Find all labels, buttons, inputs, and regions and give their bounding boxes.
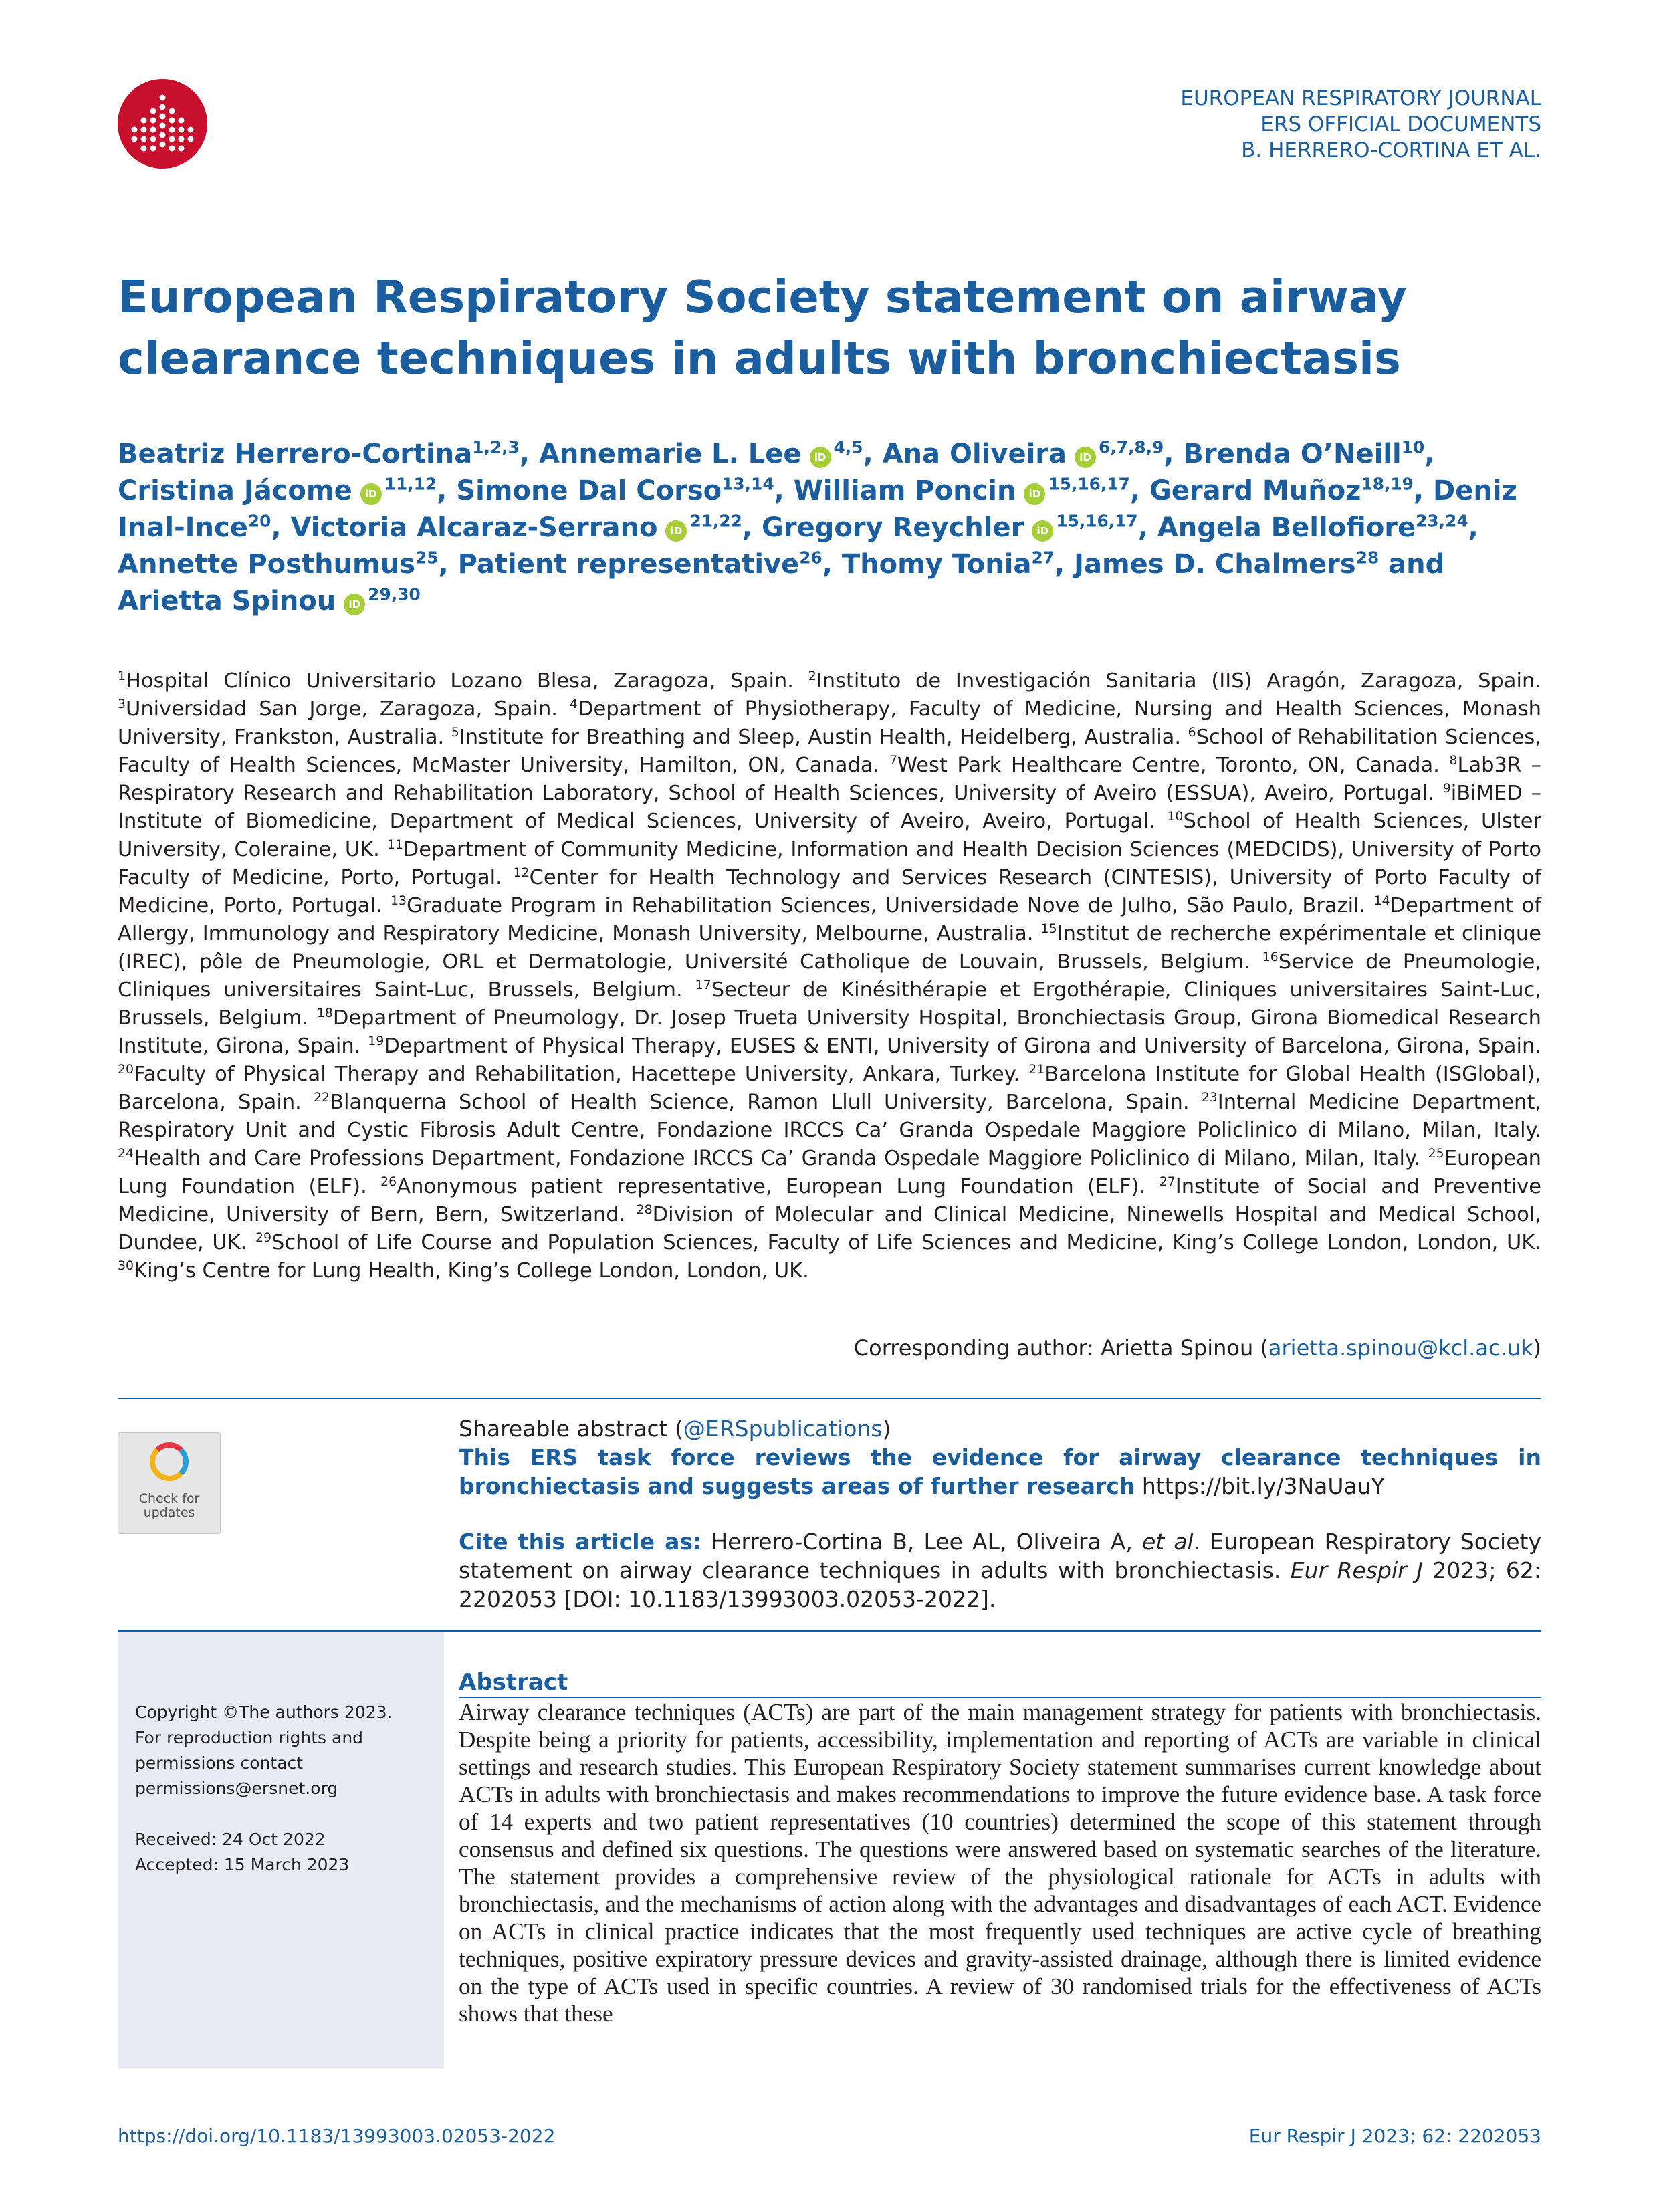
author-name: Patient representative bbox=[457, 549, 800, 580]
author-name: Arietta Spinou bbox=[118, 586, 336, 617]
journal-header bbox=[1180, 86, 1541, 164]
affiliation-text: Institute for Breathing and Sleep, Austin Health, Heidelberg, Australia. bbox=[459, 726, 1182, 749]
rights-line-2: permissions contact bbox=[135, 1753, 304, 1773]
corresponding-label: Corresponding author: Arietta Spinou ( bbox=[853, 1335, 1268, 1361]
affiliation-text: Faculty of Physical Therapy and Rehabilitation, Hacettepe University, Ankara, Turkey. bbox=[134, 1063, 1020, 1086]
affiliation-number: 5 bbox=[451, 724, 459, 740]
author-affiliation-marks: 20 bbox=[247, 511, 271, 531]
author-name: Thomy Tonia bbox=[841, 549, 1032, 580]
affiliation-number: 27 bbox=[1159, 1174, 1176, 1189]
affiliation-text: Internal Medicine Department, Respiratory Unit and Cystic Fibrosis Adult Centre, Fondazione IRCCS Ca’ Granda Ospedale Maggiore Policlinico di Milano, Milan, Italy. bbox=[118, 1091, 1542, 1142]
orcid-icon[interactable]: iD bbox=[344, 594, 365, 615]
author-name: Annette Posthumus bbox=[118, 549, 415, 580]
affiliation bbox=[118, 669, 794, 693]
affiliation-text: Graduate Program in Rehabilitation Sciences, Universidade Nove de Julho, São Paulo, Brazil. bbox=[407, 894, 1366, 917]
affiliation bbox=[255, 1231, 1541, 1254]
affiliation-text: Secteur de Kinésithérapie et Ergothérapie, Cliniques universitaires Saint-Luc, Brussels, Belgium. bbox=[118, 978, 1541, 1030]
affiliation-text: Barcelona Institute for Global Health (ISGlobal), Barcelona, Spain. bbox=[118, 1063, 1541, 1114]
affiliation-text: Universidad San Jorge, Zaragoza, Spain. bbox=[126, 697, 558, 721]
affiliation-number: 13 bbox=[390, 893, 407, 908]
cite-details: 2023; 62: 2202053 [DOI: 10.1183/13993003.02053-2022]. bbox=[459, 1557, 1542, 1612]
author-name: Brenda O’Neill bbox=[1183, 439, 1402, 469]
author-name: Victoria Alcaraz-Serrano bbox=[290, 512, 658, 543]
author-affiliation-marks: 11,12 bbox=[384, 474, 437, 494]
affiliation-number: 6 bbox=[1188, 724, 1196, 740]
author-name: James D. Chalmers bbox=[1074, 549, 1356, 580]
author-list: Beatriz Herrero-Cortina$^{1,2,3}$, Annemarie L. Lee iD$^{4,5}$, Ana Oliveira iD$^{6,7,8,9}$, Brenda O’Neill$^{10}$, Cristina Jácome iD$^{11,12}$, Simone Dal Corso$^{13,14}$, William Poncin iD$^{15,16,17}$, Gerard Muñoz$^{18,19}$, Deniz Inal-Ince$^{20}$, Victoria Alcaraz-Serrano iD$^{21,22}$, Gregory Reychler iD$^{15,16,17}$, Angela Bellofiore$^{23,24}$, Annette Posthumus$^{25}$, Patient representative$^{26}$, Thomy Tonia$^{27}$, James D. Chalmers$^{28}$ and Arietta Spinou iD$^{29,30}$ bbox=[118, 437, 1517, 617]
shareable-text: This ERS task force reviews the evidence for airway clearance techniques in bronchiectasis and suggests areas of further research bbox=[459, 1444, 1541, 1499]
author-name: Ana Oliveira bbox=[882, 439, 1067, 469]
check-for-updates-button[interactable] bbox=[118, 1432, 221, 1534]
author bbox=[118, 475, 437, 506]
affiliation-number: 9 bbox=[1442, 780, 1451, 796]
crossmark-icon bbox=[150, 1442, 189, 1481]
corresponding-email-link[interactable]: arietta.spinou@kcl.ac.uk bbox=[1268, 1335, 1533, 1361]
shareable-heading: Shareable abstract (@ERSpublications) bbox=[459, 1416, 891, 1442]
author-name: Angela Bellofiore bbox=[1157, 512, 1416, 543]
author-affiliation-marks: 15,16,17 bbox=[1048, 474, 1130, 494]
affiliation-number: 12 bbox=[513, 865, 530, 880]
affiliation-text: King’s Centre for Lung Health, King’s College London, London, UK. bbox=[134, 1259, 809, 1283]
author-affiliation-marks: 25 bbox=[415, 548, 439, 568]
author bbox=[456, 475, 774, 506]
orcid-icon[interactable]: iD bbox=[1024, 483, 1045, 505]
author-affiliation-marks: 13,14 bbox=[722, 474, 774, 494]
affiliation-number: 14 bbox=[1373, 893, 1390, 908]
affiliation bbox=[314, 1091, 1190, 1114]
sidebar-text bbox=[135, 1700, 392, 1878]
corresponding-close: ) bbox=[1533, 1335, 1541, 1361]
affiliation-number: 18 bbox=[316, 1005, 333, 1020]
affiliation-text: Instituto de Investigación Sanitaria (IIS) Aragón, Zaragoza, Spain. bbox=[816, 669, 1541, 693]
author-name: Deniz Inal-Ince bbox=[118, 475, 1517, 543]
affiliation-text: Institute of Social and Preventive Medicine, University of Bern, Bern, Switzerland. bbox=[118, 1175, 1541, 1226]
author-affiliation-marks: 23,24 bbox=[1416, 511, 1468, 531]
doi-link[interactable]: https://doi.org/10.1183/13993003.02053-2022 bbox=[118, 2125, 556, 2147]
affiliation-number: 10 bbox=[1167, 808, 1184, 824]
affiliation-number: 11 bbox=[386, 837, 403, 852]
affiliation bbox=[118, 697, 558, 721]
cite-etal: et al bbox=[1141, 1529, 1194, 1555]
affiliation-number: 23 bbox=[1201, 1089, 1218, 1105]
affiliation-text: Lab3R – Respiratory Research and Rehabilitation Laboratory, School of Health Sciences, University of Aveiro (ESSUA), Aveiro, Portugal. bbox=[118, 754, 1541, 805]
affiliation-number: 20 bbox=[118, 1061, 134, 1077]
author bbox=[1149, 475, 1414, 506]
affiliation-text: Health and Care Professions Department, Fondazione IRCCS Ca’ Granda Ospedale Maggiore Policlinico di Milano, Milan, Italy. bbox=[134, 1147, 1421, 1170]
orcid-icon[interactable]: iD bbox=[1032, 520, 1053, 542]
author-affiliation-marks: 15,16,17 bbox=[1056, 511, 1138, 531]
author-affiliation-marks: 21,22 bbox=[689, 511, 742, 531]
affiliations bbox=[118, 667, 1541, 1285]
author-name: Simone Dal Corso bbox=[456, 475, 722, 506]
author-affiliation-marks: 26 bbox=[799, 548, 822, 568]
affiliation-number: 17 bbox=[695, 977, 711, 992]
affiliation-number: 22 bbox=[314, 1089, 330, 1105]
affiliation-number: 16 bbox=[1262, 949, 1279, 964]
affiliation-text: School of Life Course and Population Sciences, Faculty of Life Sciences and Medicine, King’s College London, London, UK. bbox=[271, 1231, 1541, 1254]
cite-label: Cite this article as: bbox=[459, 1529, 702, 1555]
article-info-sidebar bbox=[118, 1632, 444, 2068]
affiliation-number: 30 bbox=[118, 1258, 134, 1273]
orcid-icon[interactable]: iD bbox=[665, 520, 687, 542]
affiliation-text: West Park Healthcare Centre, Toronto, ON, Canada. bbox=[897, 754, 1440, 777]
author-name: Cristina Jácome bbox=[118, 475, 352, 506]
author bbox=[118, 439, 520, 469]
affiliation-text: School of Health Sciences, Ulster University, Coleraine, UK. bbox=[118, 810, 1541, 861]
shareable-text-block bbox=[459, 1443, 1541, 1501]
author bbox=[1157, 512, 1468, 543]
cite-title: . European Respiratory Society statement on airway clearance techniques in adults with bronchiectasis. bbox=[459, 1529, 1542, 1583]
article-title: European Respiratory Society statement on airway clearance techniques in adults with bronchiectasis bbox=[118, 271, 1407, 384]
sidebar-spacer bbox=[135, 1801, 392, 1827]
cite-authors: Herrero-Cortina B, Lee AL, Oliveira A, bbox=[711, 1529, 1133, 1555]
affiliation-number: 24 bbox=[118, 1145, 134, 1161]
author-name: Beatriz Herrero-Cortina bbox=[118, 439, 473, 469]
affiliation-number: 29 bbox=[255, 1230, 271, 1245]
affiliation-text: Department of Community Medicine, Information and Health Decision Sciences (MEDCIDS), University of Porto Faculty of Medicine, Porto, Portugal. bbox=[118, 838, 1541, 889]
affiliation-text: Department of Allergy, Immunology and Respiratory Medicine, Monash University, Melbourne, Australia. bbox=[118, 894, 1542, 946]
orcid-icon[interactable]: iD bbox=[810, 447, 831, 468]
shareable-abstract bbox=[459, 1414, 1541, 1501]
affiliation bbox=[391, 894, 1365, 917]
affiliation bbox=[889, 754, 1440, 777]
author bbox=[1074, 549, 1379, 580]
affiliation bbox=[451, 726, 1181, 749]
affiliation-number: 2 bbox=[808, 668, 816, 683]
affiliation bbox=[368, 1034, 1541, 1058]
affiliation-number: 1 bbox=[118, 668, 126, 683]
accepted-date: Accepted: 15 March 2023 bbox=[135, 1855, 350, 1874]
permissions-email[interactable]: permissions@ersnet.org bbox=[135, 1779, 338, 1798]
section-name: ERS OFFICIAL DOCUMENTS bbox=[1260, 112, 1541, 136]
author-name: Annemarie L. Lee bbox=[538, 439, 802, 469]
affiliation-number: 25 bbox=[1428, 1145, 1444, 1161]
affiliation bbox=[118, 1147, 1420, 1170]
affiliation-text: Division of Molecular and Clinical Medicine, Ninewells Hospital and Medical School, Dundee, UK. bbox=[118, 1203, 1541, 1254]
affiliation-number: 4 bbox=[569, 696, 578, 711]
affiliation-text: Anonymous patient representative, European Lung Foundation (ELF). bbox=[397, 1175, 1146, 1198]
author bbox=[883, 439, 1164, 469]
cite-journal: Eur Respir J bbox=[1290, 1557, 1423, 1583]
author-affiliation-marks: 6,7,8,9 bbox=[1099, 437, 1164, 457]
author bbox=[118, 549, 439, 580]
affiliation-number: 7 bbox=[889, 752, 897, 768]
affiliation-text: Center for Health Technology and Services Research (CINTESIS), University of Porto Faculty of Medicine, Porto, Portugal. bbox=[118, 866, 1541, 917]
affiliation-number: 21 bbox=[1028, 1061, 1045, 1077]
top-divider bbox=[118, 1398, 1541, 1399]
author-affiliation-marks: 4,5 bbox=[833, 437, 863, 457]
affiliation-text: iBiMED – Institute of Biomedicine, Department of Medical Sciences, University of Aveiro, Aveiro, Portugal. bbox=[118, 782, 1541, 833]
affiliation-number: 28 bbox=[636, 1202, 653, 1217]
author bbox=[842, 549, 1055, 580]
ers-logo-icon bbox=[118, 79, 207, 169]
author-name: William Poncin bbox=[793, 475, 1016, 506]
author bbox=[539, 439, 863, 469]
author-affiliation-marks: 1,2,3 bbox=[472, 437, 520, 457]
affiliation-text: Hospital Clínico Universitario Lozano Blesa, Zaragoza, Spain. bbox=[126, 669, 794, 693]
author-name: Gerard Muñoz bbox=[1149, 475, 1361, 506]
author bbox=[458, 549, 822, 580]
orcid-icon[interactable]: iD bbox=[360, 483, 382, 505]
affiliation-text: Blanquerna School of Health Science, Ramon Llull University, Barcelona, Spain. bbox=[330, 1091, 1190, 1114]
running-author: B. HERRERO-CORTINA ET AL. bbox=[1241, 138, 1541, 162]
abstract-heading: Abstract bbox=[459, 1668, 1541, 1698]
author bbox=[118, 586, 421, 617]
affiliation bbox=[118, 1259, 809, 1283]
author bbox=[762, 512, 1138, 543]
author bbox=[794, 475, 1130, 506]
copyright: Copyright ©The authors 2023. bbox=[135, 1702, 393, 1722]
received-date: Received: 24 Oct 2022 bbox=[135, 1830, 326, 1849]
short-link[interactable]: https://bit.ly/3NaUauY bbox=[1141, 1473, 1385, 1499]
rights-line-1: For reproduction rights and bbox=[135, 1728, 364, 1747]
affiliation-text: European Lung Foundation (ELF). bbox=[118, 1147, 1541, 1198]
affiliation-number: 8 bbox=[1449, 752, 1458, 768]
affiliation-text: Institut de recherche expérimentale et clinique (IREC), pôle de Pneumologie, ORL et Dermatologie, Université Catholique de Louvain, Brussels, Belgium. bbox=[118, 922, 1541, 974]
affiliation bbox=[118, 1063, 1020, 1086]
authors-conjunction: and bbox=[1388, 549, 1445, 580]
affiliation-text: Department of Physiotherapy, Faculty of Medicine, Nursing and Health Sciences, Monash University, Frankston, Australia. bbox=[118, 697, 1541, 749]
author-affiliation-marks: 29,30 bbox=[368, 584, 421, 604]
affiliation bbox=[808, 669, 1541, 693]
affiliation-text: Service de Pneumologie, Cliniques universitaires Saint-Luc, Brussels, Belgium. bbox=[118, 950, 1541, 1002]
journal-name: EUROPEAN RESPIRATORY JOURNAL bbox=[1180, 86, 1541, 110]
check-updates-label: Check for updates bbox=[138, 1491, 200, 1520]
author-affiliation-marks: 10 bbox=[1401, 437, 1425, 457]
abstract-text: Airway clearance techniques (ACTs) are part of the main management strategy for patients with bronchiectasis. Despite being a priority for patients, accessibility, implementation and reporting of ACTs are variable in clinical settings and research studies. This European Respiratory Society statement summarises current knowledge about ACTs in adults with bronchiectasis and makes recommendations to improve the future evidence base. A task force of 14 experts and two patient representatives (10 countries) determined the scope of this statement through consensus and defined six questions. The questions were answered based on systematic searches of the literature. The statement provides a comprehensive review of the physiological rationale for ACTs in adults with bronchiectasis, and the mechanisms of action along with the advantages and disadvantages of each ACT. Evidence on ACTs in clinical practice indicates that the most frequently used techniques are active cycle of breathing techniques, positive expiratory pressure devices and gravity-assisted drainage, although there is limited evidence on the type of ACTs used in specific countries. A review of 30 randomised trials for the effectiveness of ACTs shows that these bbox=[459, 1699, 1541, 2027]
author bbox=[291, 512, 742, 543]
affiliation-number: 19 bbox=[368, 1033, 384, 1048]
author-name: Gregory Reychler bbox=[762, 512, 1024, 543]
affiliation-number: 26 bbox=[380, 1174, 397, 1189]
twitter-handle-link[interactable]: @ERSpublications bbox=[683, 1416, 883, 1442]
corresponding-author bbox=[854, 1334, 1541, 1362]
author bbox=[1183, 439, 1424, 469]
author-affiliation-marks: 18,19 bbox=[1361, 474, 1414, 494]
affiliation-text: School of Rehabilitation Sciences, Faculty of Health Sciences, McMaster University, Hamilton, ON, Canada. bbox=[118, 726, 1541, 777]
affiliation bbox=[380, 1175, 1145, 1198]
affiliation-number: 3 bbox=[118, 696, 126, 711]
affiliation-number: 15 bbox=[1040, 921, 1057, 936]
footer-citation: Eur Respir J 2023; 62: 2202053 bbox=[1248, 2125, 1541, 2147]
citation-block bbox=[459, 1527, 1541, 1614]
orcid-icon[interactable]: iD bbox=[1075, 447, 1096, 468]
affiliation-text: Department of Physical Therapy, EUSES & ENTI, University of Girona and University of Barcelona, Girona, Spain. bbox=[384, 1034, 1541, 1058]
author-affiliation-marks: 28 bbox=[1355, 548, 1379, 568]
affiliation-text: Department of Pneumology, Dr. Josep Trueta University Hospital, Bronchiectasis Group, Girona Biomedical Research Institute, Girona, Spain. bbox=[118, 1006, 1542, 1058]
author-affiliation-marks: 27 bbox=[1031, 548, 1055, 568]
